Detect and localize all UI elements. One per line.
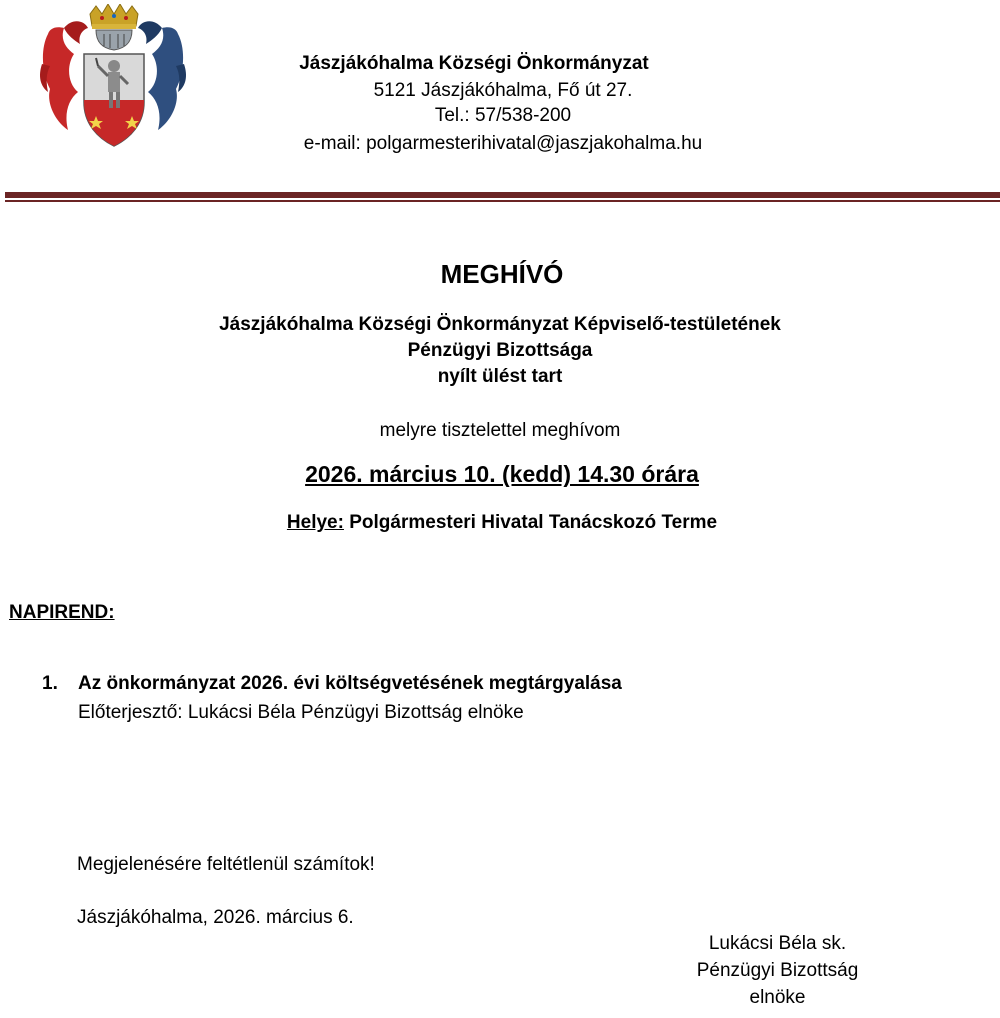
agenda-item-number: 1.	[42, 673, 58, 694]
org-name: Jászjákóhalma Községi Önkormányzat	[299, 53, 649, 74]
signature-role: elnöke	[749, 987, 806, 1008]
agenda-item-presenter: Előterjesztő: Lukácsi Béla Pénzügyi Bizottság elnöke	[78, 702, 524, 723]
body-line-1: Jászjákóhalma Községi Önkormányzat Képviselő-testületének	[219, 314, 781, 335]
agenda-heading: NAPIREND:	[9, 602, 115, 623]
location-value: Polgármesteri Hivatal Tanácskozó Terme	[343, 512, 718, 533]
signature-title: Pénzügyi Bizottság	[696, 960, 859, 981]
body-line-3: nyílt ülést tart	[437, 366, 563, 387]
meeting-datetime: 2026. március 10. (kedd) 14.30 órára	[305, 461, 699, 487]
document-title: MEGHÍVÓ	[440, 259, 564, 289]
closing-text: Megjelenésére feltétlenül számítok!	[77, 854, 375, 875]
meeting-location	[2, 512, 1000, 534]
body-line-2: Pénzügyi Bizottsága	[407, 340, 593, 361]
header-divider	[5, 192, 1000, 198]
coat-of-arms-icon	[38, 4, 188, 152]
agenda-item-title: Az önkormányzat 2026. évi költségvetésének megtárgyalása	[78, 673, 622, 694]
header-divider-thin	[5, 200, 1000, 202]
place-date: Jászjákóhalma, 2026. március 6.	[77, 907, 354, 928]
invite-text: melyre tisztelettel meghívom	[379, 420, 621, 441]
org-address: 5121 Jászjákóhalma, Fő út 27.	[373, 80, 633, 101]
org-phone: Tel.: 57/538-200	[434, 105, 572, 126]
signature-name: Lukácsi Béla sk.	[708, 933, 847, 954]
org-email: e-mail: polgarmesterihivatal@jaszjakohalma.hu	[303, 133, 703, 154]
location-label: Helye:	[286, 512, 344, 533]
